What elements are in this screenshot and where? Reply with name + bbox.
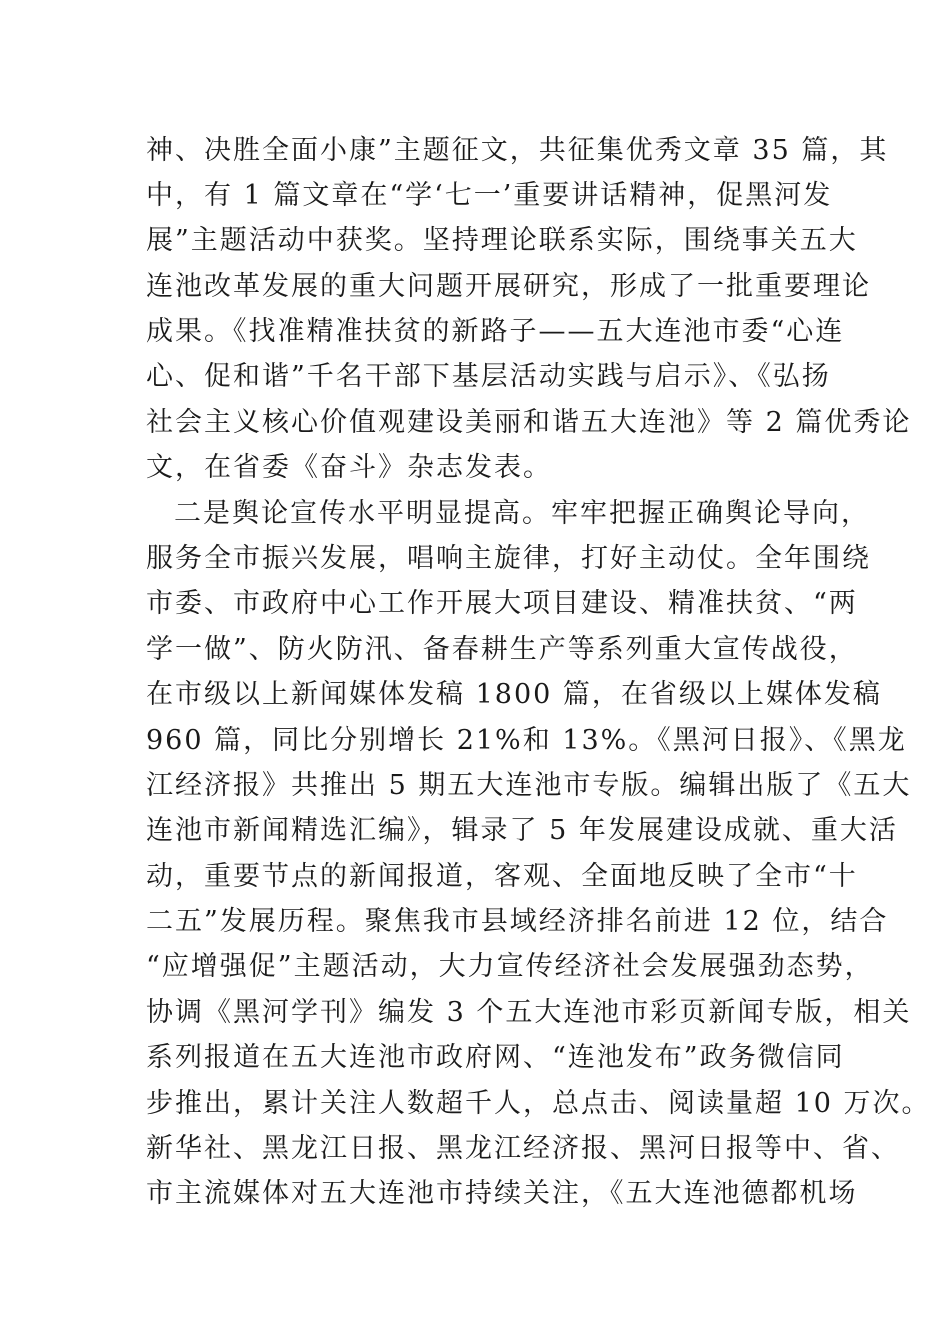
text-line: “应增强促”主题活动，大力宣传经济社会发展强劲态势， — [146, 951, 874, 982]
text-line: 文，在省委《奋斗》杂志发表。 — [146, 452, 552, 483]
text-line: 服务全市振兴发展，唱响主旋律，打好主动仗。全年围绕 — [146, 543, 871, 574]
text-line: 步推出，累计关注人数超千人，总点击、阅读量超 10 万次。 — [146, 1088, 931, 1119]
text-line: 心、促和谐”千名干部下基层活动实践与启示》、《弘扬 — [146, 361, 831, 392]
text-line: 市主流媒体对五大连池市持续关注，《五大连池德都机场 — [146, 1178, 858, 1209]
text-line: 新华社、黑龙江日报、黑龙江经济报、黑河日报等中、省、 — [146, 1133, 900, 1164]
text-line: 连池改革发展的重大问题开展研究，形成了一批重要理论 — [146, 271, 871, 302]
text-line: 中，有 1 篇文章在“学‘七一’重要讲话精神，促黑河发 — [146, 180, 833, 211]
text-line: 960 篇，同比分别增长 21%和 13%。《黑河日报》、《黑龙 — [146, 725, 907, 756]
text-line: 江经济报》共推出 5 期五大连池市专版。编辑出版了《五大 — [146, 770, 912, 801]
text-line: 市委、市政府中心工作开展大项目建设、精准扶贫、“两 — [146, 588, 858, 619]
text-line: 神、决胜全面小康”主题征文，共征集优秀文章 35 篇，其 — [146, 135, 889, 166]
text-line: 连池市新闻精选汇编》，辑录了 5 年发展建设成就、重大活 — [146, 815, 898, 846]
paragraph-first-line: 二是舆论宣传水平明显提高。牢牢把握正确舆论导向， — [174, 498, 870, 529]
text-line: 成果。《找准精准扶贫的新路子——五大连池市委“心连 — [146, 316, 845, 347]
text-line: 展”主题活动中获奖。坚持理论联系实际，围绕事关五大 — [146, 225, 858, 256]
text-line: 动，重要节点的新闻报道，客观、全面地反映了全市“十 — [146, 861, 858, 892]
text-line: 在市级以上新闻媒体发稿 1800 篇，在省级以上媒体发稿 — [146, 679, 882, 710]
text-line: 协调《黑河学刊》编发 3 个五大连池市彩页新闻专版，相关 — [146, 997, 912, 1028]
text-line: 二五”发展历程。聚焦我市县域经济排名前进 12 位，结合 — [146, 906, 889, 937]
text-line: 学一做”、防火防汛、备春耕生产等系列重大宣传战役， — [146, 634, 858, 665]
text-line: 社会主义核心价值观建设美丽和谐五大连池》等 2 篇优秀论 — [146, 407, 912, 438]
text-line: 系列报道在五大连池市政府网、“连池发布”政务微信同 — [146, 1042, 845, 1073]
